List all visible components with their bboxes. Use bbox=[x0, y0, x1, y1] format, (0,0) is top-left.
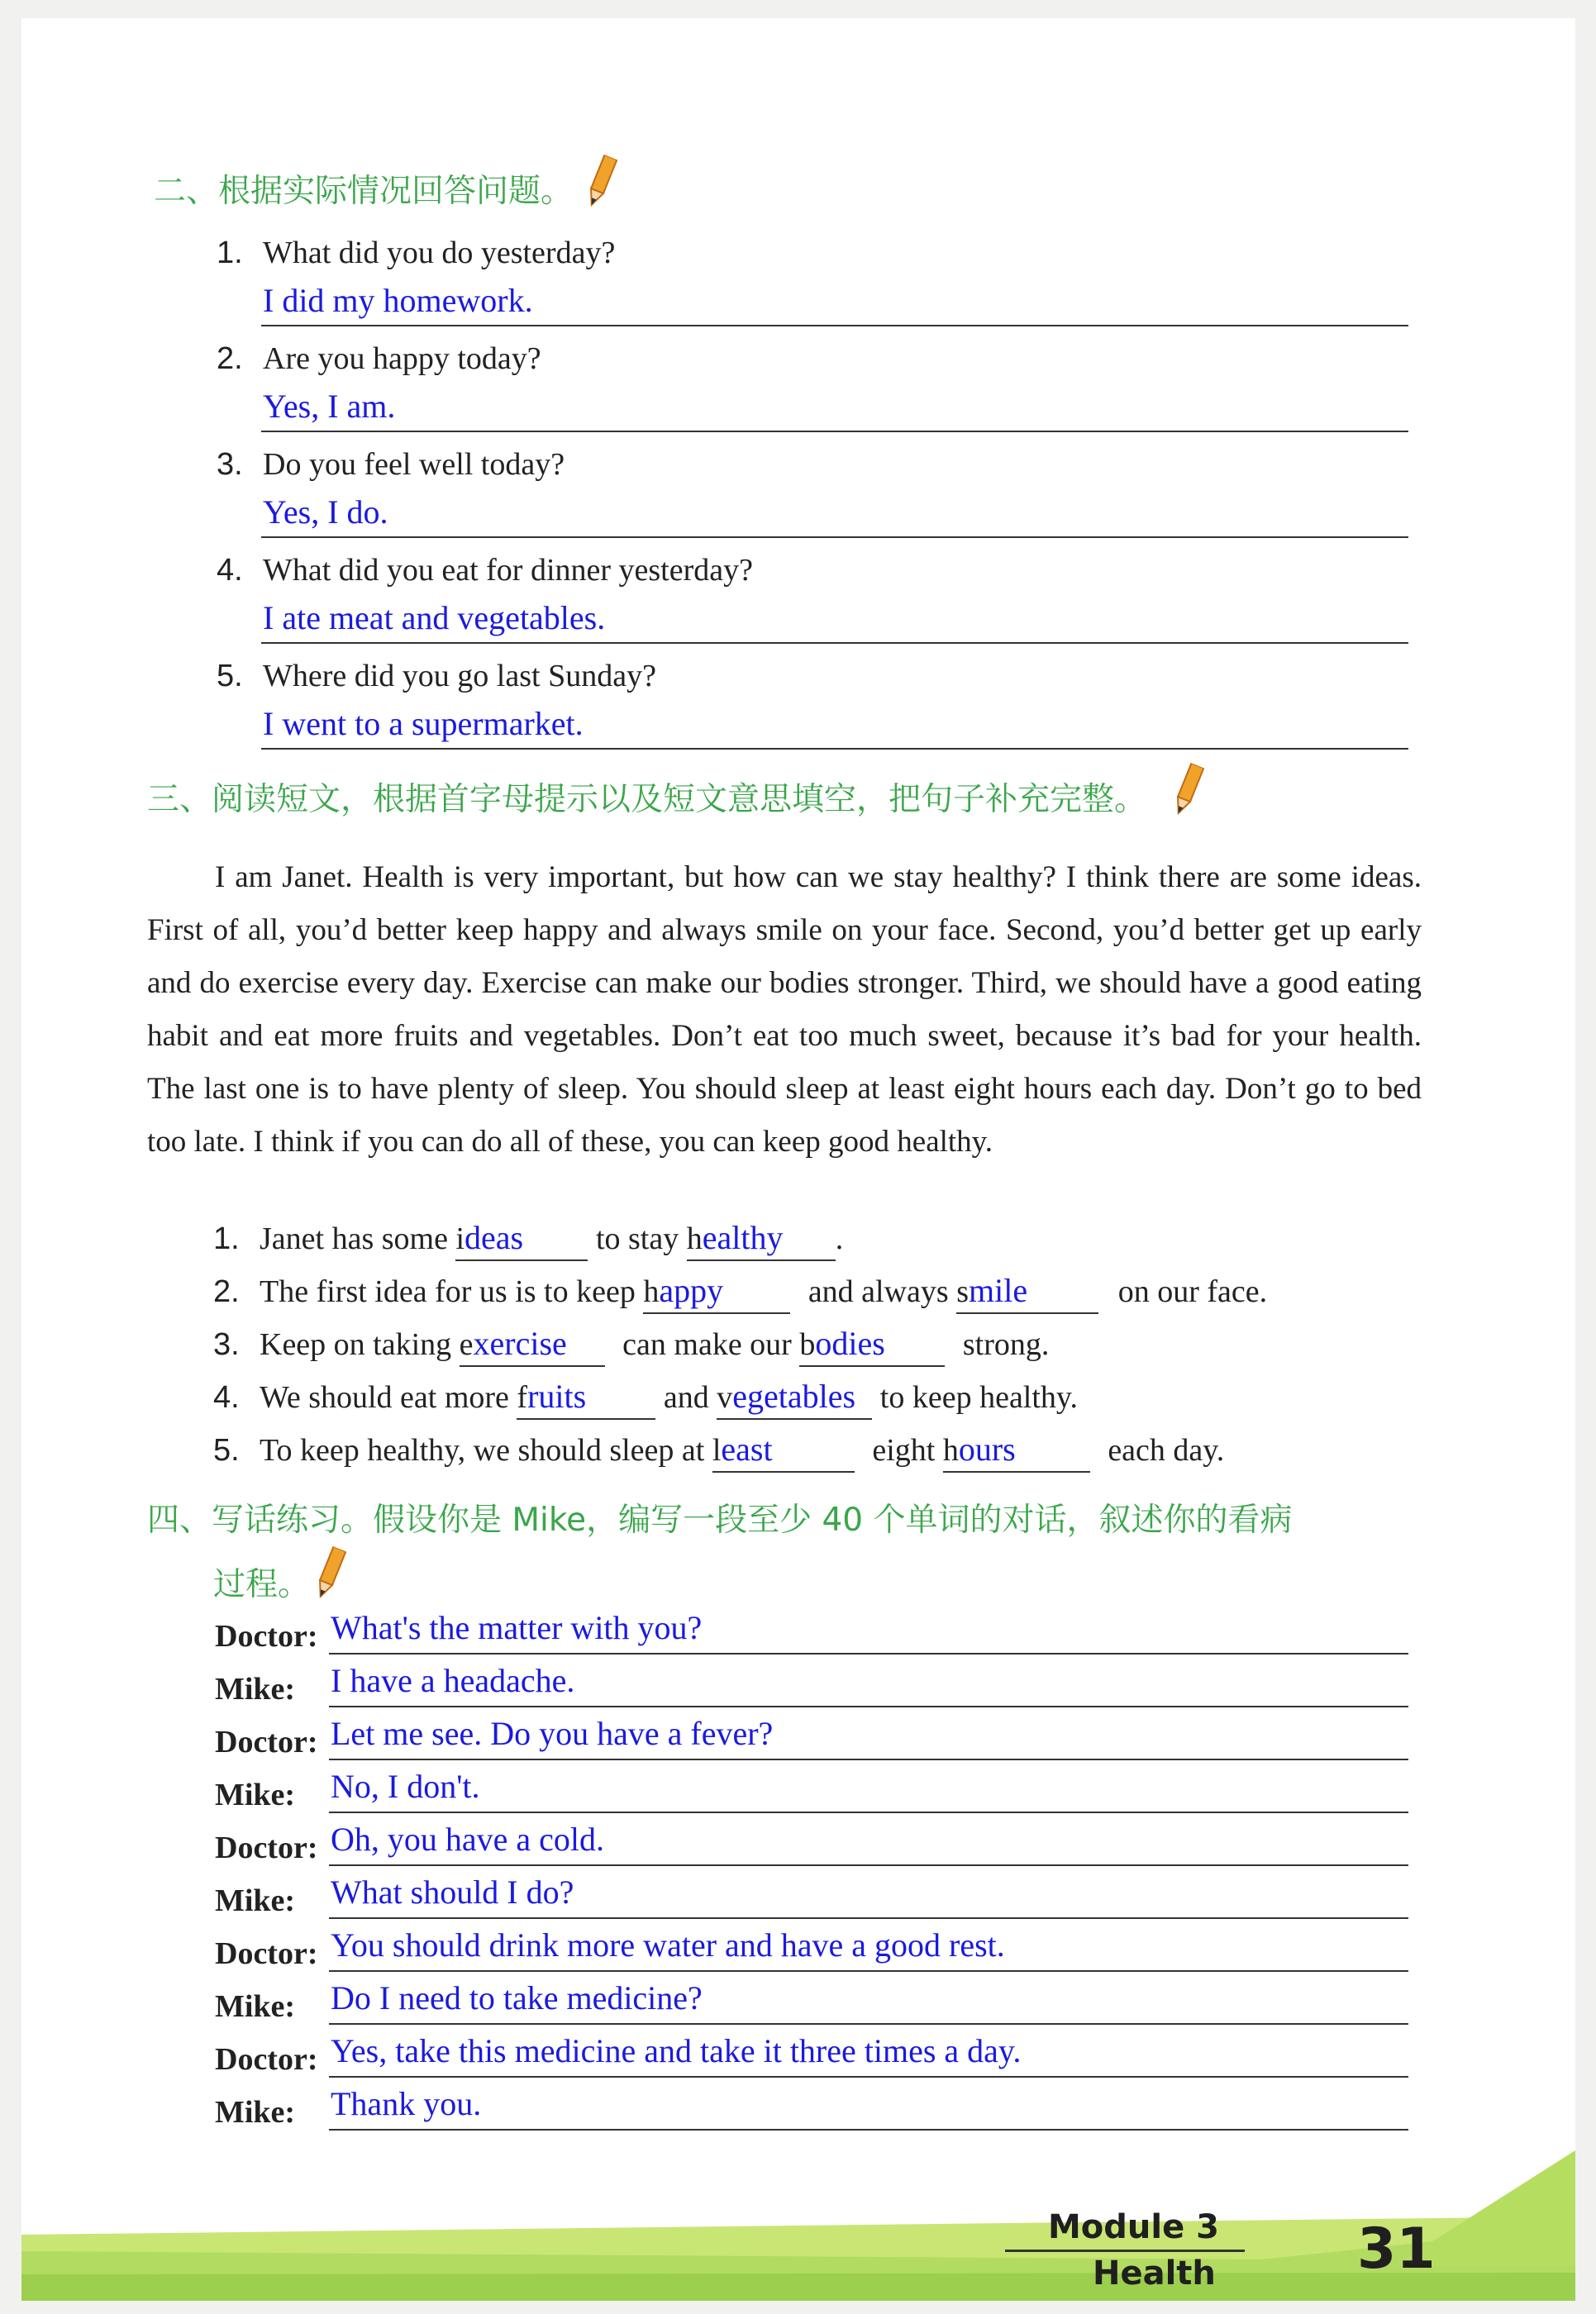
answer-line bbox=[329, 2129, 1408, 2131]
speaker-label: Mike: bbox=[215, 1883, 296, 1918]
speaker-label: Mike: bbox=[215, 2095, 296, 2130]
fill-item-5: 5. To keep healthy, we should sleep at least eight hours each day. bbox=[213, 1430, 1224, 1473]
pencil-icon bbox=[312, 1545, 348, 1602]
answer-line bbox=[329, 1917, 1408, 1919]
answer-2: Yes, I am. bbox=[263, 388, 396, 425]
fill-item-4: 4. We should eat more fruits and vegetables to keep healthy. bbox=[213, 1377, 1078, 1420]
blank-field: healthy bbox=[687, 1218, 836, 1261]
answer-line bbox=[261, 748, 1408, 750]
footer-rule bbox=[1005, 2250, 1245, 2252]
blank-field: ideas bbox=[455, 1218, 588, 1261]
dialogue-line: I have a headache. bbox=[331, 1662, 575, 1699]
answer-line bbox=[329, 1653, 1408, 1655]
dialogue-line: Yes, take this medicine and take it three times a day. bbox=[331, 2032, 1022, 2069]
speaker-label: Doctor: bbox=[215, 1831, 318, 1865]
blank-field: hours bbox=[943, 1430, 1090, 1473]
answer-line bbox=[329, 1812, 1408, 1813]
fill-item-1: 1. Janet has some ideas to stay healthy . bbox=[213, 1218, 843, 1261]
section-2-title: 二、根据实际情况回答问题。 bbox=[154, 173, 574, 210]
dialogue-line: What's the matter with you? bbox=[331, 1609, 703, 1646]
dialogue-line: Do I need to take medicine? bbox=[331, 1979, 703, 2016]
answer-line bbox=[329, 2023, 1408, 2025]
question-3: 3. Do you feel well today? bbox=[217, 447, 565, 482]
answer-line bbox=[329, 1970, 1408, 1972]
answer-line bbox=[261, 431, 1408, 432]
answer-line bbox=[329, 2076, 1408, 2078]
dialogue-line: What should I do? bbox=[331, 1874, 574, 1911]
section-3-title: 三、阅读短文，根据首字母提示以及短文意思填空，把句子补充完整。 bbox=[147, 781, 1147, 818]
footer-band bbox=[21, 2202, 1575, 2301]
dialogue-line: Thank you. bbox=[331, 2085, 482, 2122]
dialogue-line: Oh, you have a cold. bbox=[331, 1821, 605, 1858]
dialogue-line: Let me see. Do you have a fever? bbox=[331, 1715, 774, 1752]
pencil-icon bbox=[583, 154, 619, 210]
pencil-icon bbox=[1170, 762, 1206, 818]
fill-item-2: 2. The first idea for us is to keep happy and always smile on our face. bbox=[213, 1271, 1267, 1314]
fill-item-3: 3. Keep on taking exercise can make our bodies strong. bbox=[213, 1324, 1049, 1367]
question-4: 4. What did you eat for dinner yesterday? bbox=[217, 553, 753, 588]
answer-4: I ate meat and vegetables. bbox=[263, 599, 606, 636]
answer-line bbox=[261, 642, 1408, 644]
blank-field: vegetables bbox=[717, 1377, 872, 1420]
speaker-label: Doctor: bbox=[215, 1936, 318, 1971]
answer-line bbox=[261, 536, 1408, 538]
blank-field: bodies bbox=[799, 1324, 945, 1367]
blank-field: least bbox=[712, 1430, 855, 1473]
unit-label: Health bbox=[1093, 2254, 1216, 2293]
question-2: 2. Are you happy today? bbox=[217, 341, 541, 376]
blank-field: fruits bbox=[517, 1377, 655, 1420]
speaker-label: Mike: bbox=[215, 1989, 296, 2024]
speaker-label: Doctor: bbox=[215, 1725, 318, 1759]
answer-3: Yes, I do. bbox=[263, 493, 388, 531]
section-4-title-cont: 过程。 bbox=[213, 1566, 311, 1603]
answer-line bbox=[261, 325, 1408, 326]
speaker-label: Doctor: bbox=[215, 1619, 318, 1654]
question-5: 5. Where did you go last Sunday? bbox=[217, 659, 656, 693]
answer-1: I did my homework. bbox=[263, 282, 533, 319]
blank-field: smile bbox=[956, 1271, 1098, 1314]
blank-field: exercise bbox=[460, 1324, 605, 1367]
speaker-label: Mike: bbox=[215, 1672, 296, 1707]
answer-line bbox=[329, 1759, 1408, 1760]
blank-field: happy bbox=[643, 1271, 790, 1314]
dialogue-line: You should drink more water and have a good rest. bbox=[331, 1926, 1005, 1964]
answer-5: I went to a supermarket. bbox=[263, 705, 584, 742]
section-4-title: 四、写话练习。假设你是 Mike，编写一段至少 40 个单词的对话，叙述你的看病 bbox=[147, 1502, 1293, 1539]
answer-line bbox=[329, 1864, 1408, 1866]
workbook-page bbox=[21, 18, 1575, 2301]
reading-passage: I am Janet. Health is very important, but how can we stay healthy? I think there are some ideas. First of all, you’d better keep happy and always smile on your face. Second, you’d better get up early and do exercise every day. Exercise can make our bodies stronger. Third, we should have a good eating habit and eat more fruits and vegetables. Don’t eat too much sweet, because it’s bad for your health. The last one is to have plenty of sleep. You should sleep at least eight hours each day. Don’t go to bed too late. I think if you can do all of these, you can keep good healthy. bbox=[147, 860, 1422, 1159]
dialogue-line: No, I don't. bbox=[331, 1768, 480, 1805]
speaker-label: Mike: bbox=[215, 1778, 296, 1812]
question-1: 1. What did you do yesterday? bbox=[217, 236, 616, 270]
answer-line bbox=[329, 1706, 1408, 1707]
page-number: 31 bbox=[1357, 2216, 1436, 2282]
module-label: Module 3 bbox=[1048, 2208, 1219, 2246]
speaker-label: Doctor: bbox=[215, 2042, 318, 2077]
